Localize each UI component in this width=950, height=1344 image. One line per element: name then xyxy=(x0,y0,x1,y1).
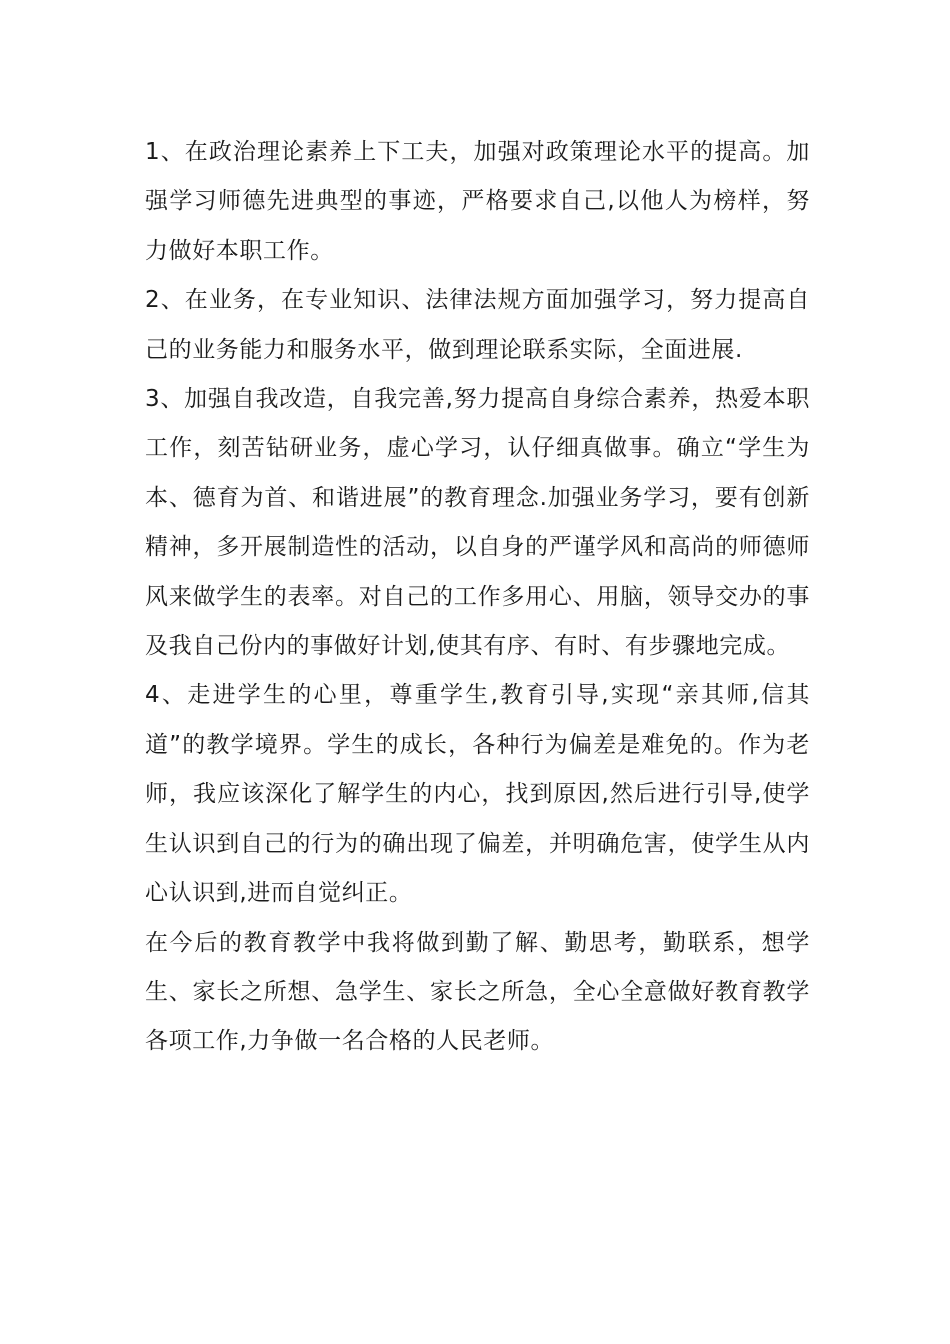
paragraph-1: 1、在政治理论素养上下工夫，加强对政策理论水平的提高。加强学习师德先进典型的事迹，严格要求自己,以他人为榜样，努力做好本职工作。 xyxy=(145,139,810,264)
paragraph-2: 2、在业务，在专业知识、法律法规方面加强学习，努力提高自己的业务能力和服务水平，做到理论联系实际，全面进展. xyxy=(145,287,810,363)
document-body xyxy=(145,128,810,1067)
paragraph-3: 3、加强自我改造，自我完善,努力提高自身综合素养，热爱本职工作，刻苦钻研业务，虚心学习，认仔细真做事。确立“学生为本、德育为首、和谐进展”的教育理念.加强业务学习，要有创新精神，多开展制造性的活动，以自身的严谨学风和高尚的师德师风来做学生的表率。对自己的工作多用心、用脑，领导交办的事及我自己份内的事做好计划,使其有序、有时、有步骤地完成。 xyxy=(145,386,810,660)
paragraph-5: 在今后的教育教学中我将做到勤了解、勤思考，勤联系，想学生、家长之所想、急学生、家长之所急，全心全意做好教育教学各项工作,力争做一名合格的人民老师。 xyxy=(145,929,810,1055)
paragraph-4: 4、走进学生的心里，尊重学生,教育引导,实现“亲其师,信其道”的教学境界。学生的成长，各种行为偏差是难免的。作为老师，我应该深化了解学生的内心，找到原因,然后进行引导,使学生认识到自己的行为的确出现了偏差，并明确危害，使学生从内心认识到,进而自觉纠正。 xyxy=(145,682,810,907)
